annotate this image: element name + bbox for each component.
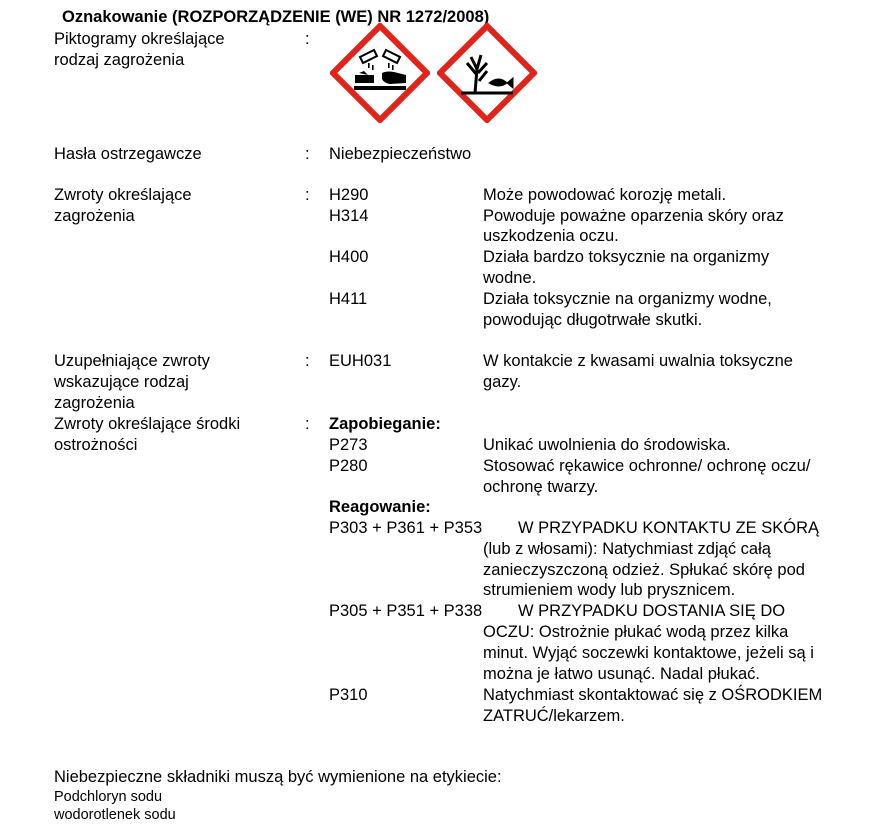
precaution-code: P305 + P351 + P338	[329, 602, 483, 620]
signal-value: Niebezpieczeństwo	[329, 145, 472, 163]
precaution-text: minut. Wyjąć soczewki kontaktowe, jeżeli są i	[483, 644, 814, 662]
corrosion-pictogram-icon	[330, 23, 430, 123]
precaution-code: P273	[329, 436, 368, 454]
precaution-text: W PRZYPADKU KONTAKTU ZE SKÓRĄ	[518, 519, 820, 537]
supplemental-label-line2: wskazujące rodzaj	[54, 373, 189, 391]
hazard-text: uszkodzenia oczu.	[483, 227, 619, 245]
hazard-code: H290	[329, 186, 369, 204]
precaution-colon: :	[305, 415, 310, 433]
ingredients-heading: Niebezpieczne składniki muszą być wymienione na etykiecie:	[54, 768, 502, 786]
prevention-heading: Zapobieganie:	[329, 415, 441, 433]
precaution-text: OCZU: Ostrożnie płukać wodą przez kilka	[483, 623, 789, 641]
hazard-text: wodne.	[483, 269, 537, 287]
supplemental-label-line3: zagrożenia	[54, 394, 135, 412]
supplemental-code: EUH031	[329, 352, 392, 370]
precaution-text: można je łatwo usunąć. Nadal płukać.	[483, 665, 760, 683]
hazard-label-line2: zagrożenia	[54, 207, 135, 225]
precaution-text: Unikać uwolnienia do środowiska.	[483, 436, 731, 454]
pictograms-colon: :	[305, 30, 310, 48]
signal-colon: :	[305, 145, 310, 163]
ingredient-item: wodorotlenek sodu	[54, 807, 176, 823]
supplemental-label-line1: Uzupełniające zwroty	[54, 352, 210, 370]
supplemental-colon: :	[305, 352, 310, 370]
hazard-label-line1: Zwroty określające	[54, 186, 192, 204]
hazard-text: Powoduje poważne oparzenia skóry oraz	[483, 207, 784, 225]
precaution-text: strumieniem wody lub prysznicem.	[483, 581, 736, 599]
pictograms-label-line2: rodzaj zagrożenia	[54, 51, 185, 69]
signal-label: Hasła ostrzegawcze	[54, 145, 202, 163]
response-heading: Reagowanie:	[329, 498, 431, 516]
precaution-text: ZATRUĆ/lekarzem.	[483, 707, 625, 725]
hazard-text: powodując długotrwałe skutki.	[483, 311, 703, 329]
hazard-code: H400	[329, 248, 369, 266]
precaution-code: P303 + P361 + P353	[329, 519, 483, 537]
precaution-code: P280	[329, 457, 368, 475]
pictograms-label-line1: Piktogramy określające	[54, 30, 225, 48]
environment-pictogram-icon	[437, 23, 537, 123]
precaution-text: ochronę twarzy.	[483, 478, 599, 496]
hazard-text: Działa toksycznie na organizmy wodne,	[483, 290, 772, 308]
hazard-colon: :	[305, 186, 310, 204]
hazard-text: Działa bardzo toksycznie na organizmy	[483, 248, 770, 266]
hazard-code: H314	[329, 207, 369, 225]
section-heading: Oznakowanie (ROZPORZĄDZENIE (WE) NR 1272/2008)	[62, 8, 490, 26]
precaution-text: Natychmiast skontaktować się z OŚRODKIEM	[483, 686, 823, 704]
supplemental-text: gazy.	[483, 373, 522, 391]
precaution-text: (lub z włosami): Natychmiast zdjąć całą	[483, 540, 771, 558]
precaution-code: P310	[329, 686, 368, 704]
precaution-text: Stosować rękawice ochronne/ ochronę oczu/	[483, 457, 811, 475]
precaution-label-line2: ostrożności	[54, 436, 138, 454]
hazard-code: H411	[329, 290, 368, 308]
precaution-label-line1: Zwroty określające środki	[54, 415, 241, 433]
precaution-text: W PRZYPADKU DOSTANIA SIĘ DO	[518, 602, 786, 620]
precaution-text: zanieczyszczoną odzież. Spłukać skórę pod	[483, 561, 805, 579]
ingredient-item: Podchloryn sodu	[54, 789, 163, 805]
hazard-text: Może powodować korozję metali.	[483, 186, 727, 204]
supplemental-text: W kontakcie z kwasami uwalnia toksyczne	[483, 352, 793, 370]
